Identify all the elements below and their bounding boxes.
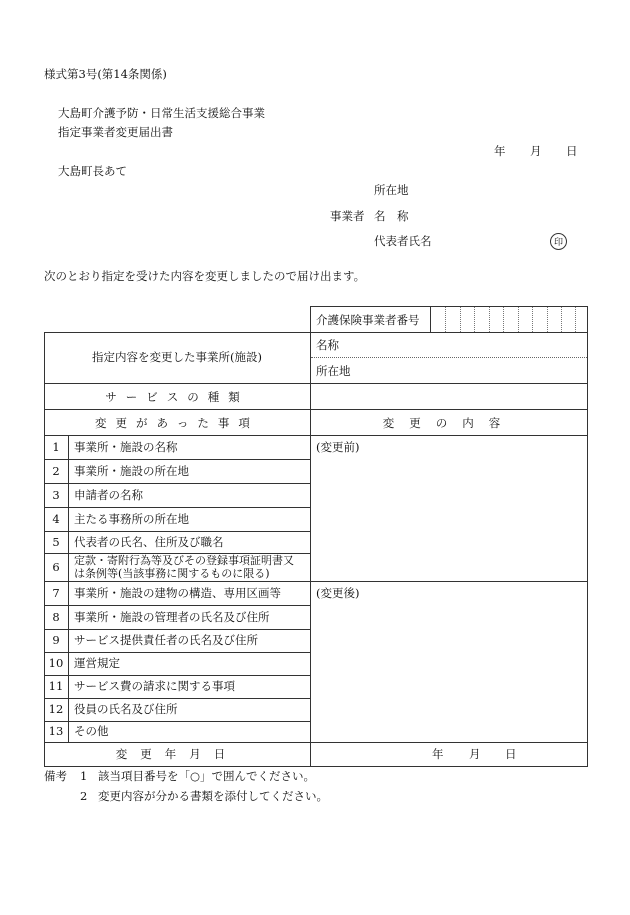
item-number: 10	[48, 656, 64, 670]
item-number: 6	[52, 560, 60, 574]
representative-label: 代表者氏名	[374, 234, 432, 248]
item-text: 役員の氏名及び住所	[74, 702, 178, 716]
intro-text: 次のとおり指定を受けた内容を変更しましたので届け出ます。	[44, 269, 366, 283]
date-day-label: 日	[566, 144, 578, 158]
item-text: 定款・寄附行為等及びその登録事項証明書又	[74, 554, 294, 567]
note-number: 2	[80, 789, 88, 803]
item-text: サービス提供責任者の氏名及び住所	[74, 633, 258, 647]
item-text: 代表者の氏名、住所及び職名	[74, 535, 224, 549]
change-date-label: 変更年月日	[115, 747, 239, 761]
facility-label: 指定内容を変更した事業所(施設)	[92, 350, 262, 364]
addressee: 大島町長あて	[58, 164, 127, 178]
changed-items-header: 変更があった事項	[95, 416, 259, 430]
note-text: 変更内容が分かる書類を添付してください。	[98, 789, 328, 803]
after-label: (変更後)	[316, 586, 360, 600]
item-number: 7	[52, 586, 60, 600]
business-label: 事業者	[330, 209, 365, 223]
item-number: 11	[48, 679, 64, 693]
item-number: 5	[52, 535, 60, 549]
form-number: 様式第3号(第14条関係)	[44, 67, 167, 81]
applicant-name-label: 名 称	[374, 209, 409, 223]
form-title-line2: 指定事業者変更届出書	[58, 125, 173, 139]
applicant-address-label: 所在地	[374, 183, 409, 197]
item-text: 運営規定	[74, 656, 120, 670]
item-text: 事業所・施設の名称	[74, 440, 178, 454]
item-text: その他	[74, 724, 109, 738]
note-number: 1	[80, 769, 88, 783]
item-number: 13	[48, 724, 64, 738]
change-content-header: 変更の内容	[382, 416, 516, 430]
item-number: 9	[52, 633, 60, 647]
item-number: 1	[52, 440, 60, 454]
item-number: 3	[52, 488, 60, 502]
item-text: サービス費の請求に関する事項	[74, 679, 235, 693]
change-month-label: 月	[469, 747, 481, 761]
facility-name-label: 名称	[316, 338, 339, 352]
date-month-label: 月	[530, 144, 542, 158]
facility-address-label: 所在地	[316, 364, 351, 378]
item-number: 12	[48, 702, 64, 716]
change-year-label: 年	[432, 747, 444, 761]
item-text: 事業所・施設の管理者の氏名及び住所	[74, 610, 270, 624]
item-text: 主たる事務所の所在地	[74, 512, 189, 526]
note-text: 該当項目番号を「○」で囲んでください。	[98, 769, 316, 783]
form-title-line1: 大島町介護予防・日常生活支援総合事業	[58, 106, 265, 120]
item-text: 申請者の名称	[74, 488, 143, 502]
service-type-label: サービスの種類	[105, 390, 249, 404]
item-number: 8	[52, 610, 60, 624]
item-number: 2	[52, 464, 60, 478]
date-year-label: 年	[494, 144, 506, 158]
before-label: (変更前)	[316, 440, 360, 454]
notes-label: 備考	[44, 769, 67, 783]
change-day-label: 日	[505, 747, 517, 761]
item-text: 事業所・施設の建物の構造、専用区画等	[74, 586, 281, 600]
insurer-number-label: 介護保険事業者番号	[316, 313, 420, 327]
item-text: 事業所・施設の所在地	[74, 464, 189, 478]
item-number: 4	[52, 512, 60, 526]
item-text-line2: は条例等(当該事務に関するものに限る)	[74, 567, 270, 580]
seal-mark-icon: 印	[550, 233, 567, 250]
